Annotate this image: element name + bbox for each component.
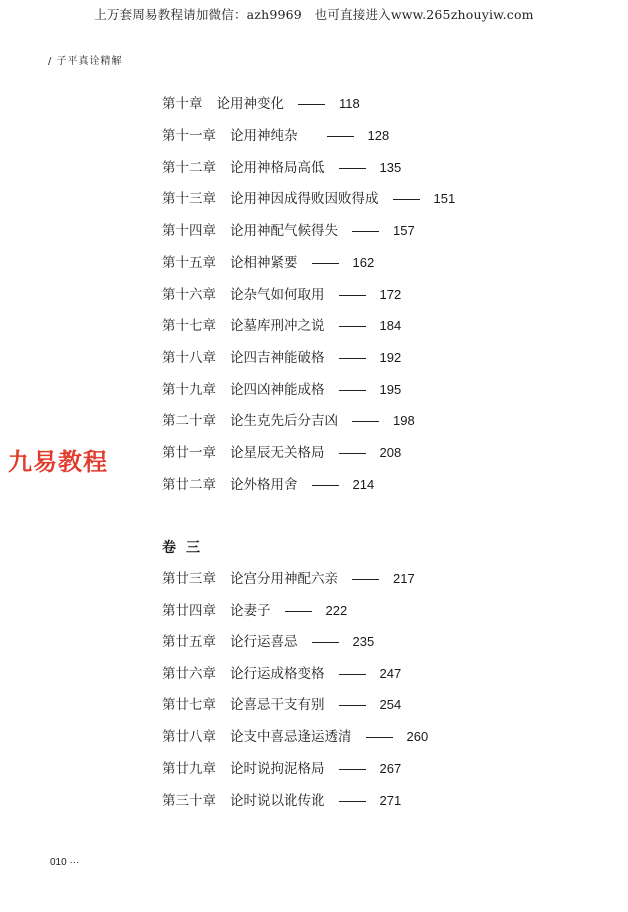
chapter-title: 论宫分用神配六亲 xyxy=(230,571,338,587)
chapter-number: 第十八章 xyxy=(162,350,216,366)
toc-entry[interactable] xyxy=(162,443,401,463)
toc-entry[interactable] xyxy=(162,569,415,589)
toc-entry[interactable] xyxy=(162,285,401,305)
page-folio: 010 ··· xyxy=(50,857,80,868)
leader-dash xyxy=(339,326,366,327)
leader-dash xyxy=(339,168,366,169)
page-number: 271 xyxy=(379,793,402,808)
chapter-title: 论时说以讹传讹 xyxy=(230,793,325,809)
chapter-title: 论妻子 xyxy=(230,603,271,619)
leader-dash xyxy=(339,295,366,296)
page-number: 192 xyxy=(379,350,402,365)
leader-dash xyxy=(312,485,339,486)
toc-entry[interactable] xyxy=(162,411,415,431)
leader-dash xyxy=(298,104,325,105)
page-number: 118 xyxy=(339,96,360,111)
chapter-number: 第十二章 xyxy=(162,160,216,176)
watermark-logo: 九易教程 xyxy=(8,448,108,476)
chapter-number: 第十五章 xyxy=(162,255,216,271)
toc-entry[interactable] xyxy=(162,348,401,368)
page-number: 235 xyxy=(352,634,375,649)
chapter-number: 第十三章 xyxy=(162,191,216,207)
volume-heading: 卷三 xyxy=(162,540,210,556)
page-number: 135 xyxy=(379,160,402,175)
page-number: 260 xyxy=(406,729,429,744)
chapter-number: 第廿一章 xyxy=(162,445,216,461)
toc-entry[interactable] xyxy=(162,94,360,114)
leader-dash xyxy=(339,453,366,454)
chapter-number: 第十九章 xyxy=(162,382,216,398)
leader-dash xyxy=(339,705,366,706)
chapter-number: 第二十章 xyxy=(162,413,216,429)
chapter-title: 论四吉神能破格 xyxy=(230,350,325,366)
chapter-number: 第廿二章 xyxy=(162,477,216,493)
page-number: 151 xyxy=(433,191,456,206)
toc-entry[interactable] xyxy=(162,221,415,241)
chapter-title: 论用神格局高低 xyxy=(230,160,325,176)
toc-entry[interactable] xyxy=(162,601,347,621)
page-number: 214 xyxy=(352,477,375,492)
chapter-title: 论用神纯杂 xyxy=(230,128,298,144)
toc-entry[interactable] xyxy=(162,158,401,178)
page-number: 222 xyxy=(325,603,348,618)
toc-entry[interactable] xyxy=(162,126,389,146)
leader-dash xyxy=(327,136,354,137)
page-number: 195 xyxy=(379,382,402,397)
chapter-number: 第十四章 xyxy=(162,223,216,239)
toc-entry[interactable] xyxy=(162,791,401,811)
toc-entry[interactable] xyxy=(162,664,401,684)
chapter-number: 第十一章 xyxy=(162,128,216,144)
chapter-title: 论墓库刑冲之说 xyxy=(230,318,325,334)
leader-dash xyxy=(352,231,379,232)
running-head: / 子平真诠精解 xyxy=(48,56,123,67)
leader-dash xyxy=(393,199,420,200)
leader-dash xyxy=(339,358,366,359)
leader-dash xyxy=(339,801,366,802)
chapter-title: 论杂气如何取用 xyxy=(230,287,325,303)
chapter-title: 论四凶神能成格 xyxy=(230,382,325,398)
toc-entry[interactable] xyxy=(162,759,401,779)
chapter-title: 论生克先后分吉凶 xyxy=(230,413,338,429)
toc-entry[interactable] xyxy=(162,695,401,715)
chapter-number: 第廿七章 xyxy=(162,697,216,713)
toc-entry[interactable] xyxy=(162,316,401,336)
chapter-number: 第十七章 xyxy=(162,318,216,334)
leader-dash xyxy=(312,263,339,264)
header-banner: 上万套周易教程请加微信：azh9969 也可直接进入www.265zhouyiw.com xyxy=(94,7,534,22)
leader-dash xyxy=(285,611,312,612)
chapter-title: 论行运喜忌 xyxy=(230,634,298,650)
chapter-title: 论星辰无关格局 xyxy=(230,445,325,461)
page-number: 157 xyxy=(393,223,415,238)
page-number: 184 xyxy=(379,318,402,333)
toc-entry[interactable] xyxy=(162,253,374,273)
chapter-number: 第廿四章 xyxy=(162,603,216,619)
leader-dash xyxy=(339,674,366,675)
page-number: 254 xyxy=(379,697,402,712)
chapter-title: 论时说拘泥格局 xyxy=(230,761,325,777)
chapter-number: 第廿八章 xyxy=(162,729,216,745)
chapter-number: 第廿五章 xyxy=(162,634,216,650)
toc-entry[interactable] xyxy=(162,380,401,400)
chapter-title: 论行运成格变格 xyxy=(230,666,325,682)
toc-entry[interactable] xyxy=(162,727,428,747)
chapter-number: 第十六章 xyxy=(162,287,216,303)
leader-dash xyxy=(352,421,379,422)
leader-dash xyxy=(366,737,393,738)
chapter-number: 第廿三章 xyxy=(162,571,216,587)
page-number: 172 xyxy=(379,287,402,302)
toc-entry[interactable] xyxy=(162,475,374,495)
chapter-title: 论用神因成得败因败得成 xyxy=(230,191,379,207)
page-number: 217 xyxy=(393,571,415,586)
leader-dash xyxy=(339,769,366,770)
page-number: 198 xyxy=(393,413,415,428)
chapter-number: 第廿九章 xyxy=(162,761,216,777)
chapter-number: 第廿六章 xyxy=(162,666,216,682)
chapter-title: 论喜忌干支有别 xyxy=(230,697,325,713)
chapter-number: 第三十章 xyxy=(162,793,216,809)
page-number: 267 xyxy=(379,761,402,776)
chapter-title: 论支中喜忌逢运透清 xyxy=(230,729,352,745)
leader-dash xyxy=(339,390,366,391)
page-number: 208 xyxy=(379,445,402,460)
chapter-title: 论相神紧要 xyxy=(230,255,298,271)
leader-dash xyxy=(312,642,339,643)
page-number: 128 xyxy=(367,128,390,143)
chapter-title: 论外格用舍 xyxy=(230,477,298,493)
chapter-title: 论用神配气候得失 xyxy=(230,223,338,239)
chapter-number: 第十章 xyxy=(162,96,203,112)
leader-dash xyxy=(352,579,379,580)
chapter-title: 论用神变化 xyxy=(216,96,284,112)
page-number: 247 xyxy=(379,666,402,681)
toc-entry[interactable] xyxy=(162,189,455,209)
toc-entry[interactable] xyxy=(162,632,374,652)
page-number: 162 xyxy=(352,255,375,270)
